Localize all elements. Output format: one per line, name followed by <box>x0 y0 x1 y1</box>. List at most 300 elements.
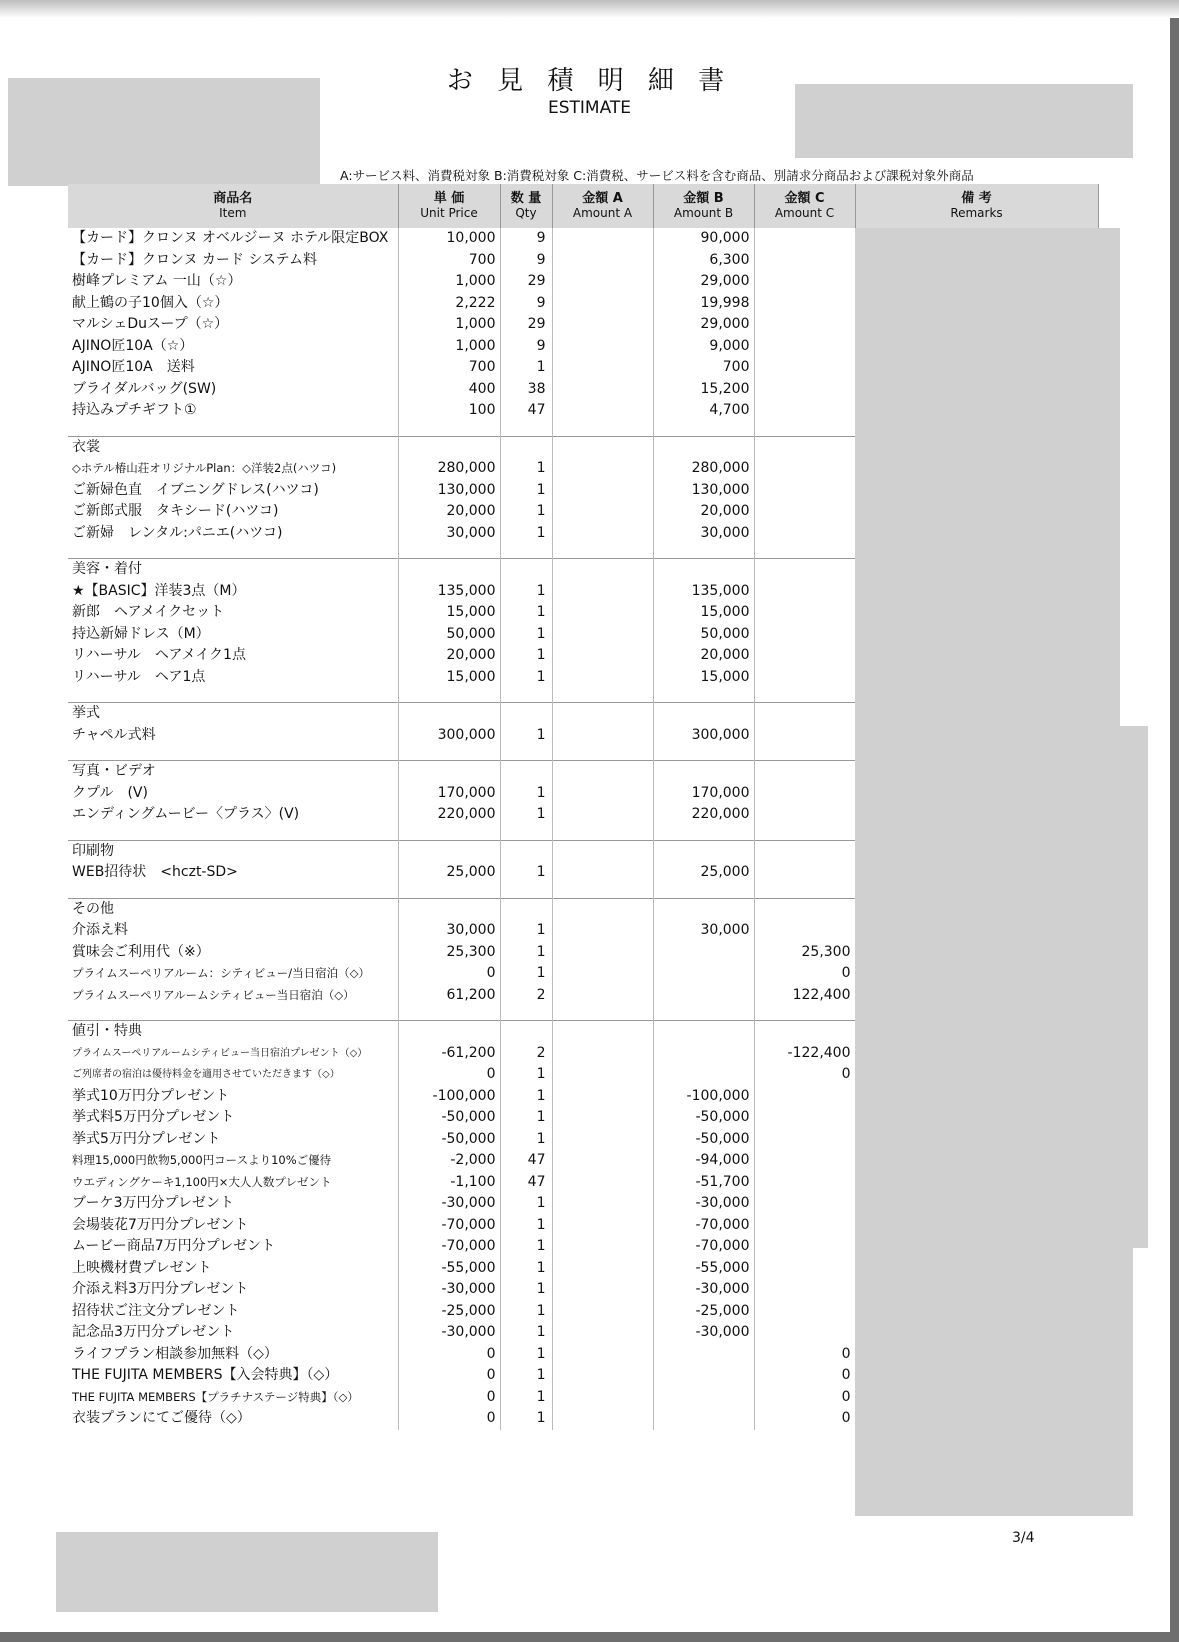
amount-b-cell: 170,000 <box>653 783 754 805</box>
section-empty-cell <box>500 761 552 783</box>
amount-c-cell <box>754 293 855 315</box>
amount-c-cell <box>754 1279 855 1301</box>
unit-price-cell: 0 <box>398 1408 500 1430</box>
qty-cell: 1 <box>500 1107 552 1129</box>
section-empty-cell <box>754 559 855 581</box>
item-name-cell: WEB招待状 <hczt-SD> <box>68 862 398 884</box>
amount-c-cell <box>754 1215 855 1237</box>
qty-cell: 38 <box>500 379 552 401</box>
amount-a-cell <box>552 667 653 689</box>
qty-cell: 1 <box>500 1322 552 1344</box>
amount-c-cell <box>754 1258 855 1280</box>
item-name-cell: 献上鶴の子10個入（☆） <box>68 293 398 315</box>
qty-cell: 1 <box>500 1365 552 1387</box>
item-name-cell: プライムスーペリアルーム：シティビュー/当日宿泊（◇） <box>68 963 398 985</box>
amount-c-cell: 0 <box>754 1064 855 1086</box>
item-name-cell: ブライダルバッグ(SW) <box>68 379 398 401</box>
header-amount-b: 金額 B Amount B <box>653 184 754 228</box>
unit-price-cell: -70,000 <box>398 1215 500 1237</box>
amount-c-cell <box>754 314 855 336</box>
spacer-cell <box>500 884 552 899</box>
spacer-cell <box>68 544 398 559</box>
document-title: お 見 積 明 細 書 <box>446 66 733 96</box>
unit-price-cell: 220,000 <box>398 804 500 826</box>
redacted-remarks-column <box>855 228 1120 726</box>
spacer-cell <box>552 884 653 899</box>
section-empty-cell <box>500 1021 552 1043</box>
amount-c-cell: 0 <box>754 1408 855 1430</box>
spacer-cell <box>68 688 398 703</box>
section-empty-cell <box>500 840 552 862</box>
amount-b-cell: -30,000 <box>653 1322 754 1344</box>
section-empty-cell <box>754 703 855 725</box>
unit-price-cell: -100,000 <box>398 1086 500 1108</box>
item-name-cell: マルシェDuスープ（☆） <box>68 314 398 336</box>
header-remarks: 備 考 Remarks <box>855 184 1098 228</box>
amount-a-cell <box>552 942 653 964</box>
section-empty-cell <box>653 898 754 920</box>
item-name-cell: THE FUJITA MEMBERS【プラチナステージ特典】（◇） <box>68 1387 398 1409</box>
spacer-cell <box>653 746 754 761</box>
amount-a-cell <box>552 271 653 293</box>
item-name-cell: ご新郎式服 タキシード(ハツコ) <box>68 501 398 523</box>
item-name-cell: 衣装プランにてご優待（◇） <box>68 1408 398 1430</box>
spacer-cell <box>552 746 653 761</box>
spacer-cell <box>754 826 855 841</box>
amount-c-cell: 0 <box>754 1344 855 1366</box>
amount-a-cell <box>552 862 653 884</box>
amount-b-cell: 30,000 <box>653 523 754 545</box>
amount-a-cell <box>552 293 653 315</box>
qty-cell: 1 <box>500 1387 552 1409</box>
amount-c-cell <box>754 1172 855 1194</box>
qty-cell: 9 <box>500 336 552 358</box>
spacer-cell <box>653 544 754 559</box>
amount-b-cell: 15,000 <box>653 667 754 689</box>
qty-cell: 1 <box>500 942 552 964</box>
section-empty-cell <box>552 703 653 725</box>
amount-c-cell <box>754 645 855 667</box>
item-name-cell: ウエディングケーキ1,100円×大人人数プレゼント <box>68 1172 398 1194</box>
section-empty-cell <box>500 898 552 920</box>
qty-cell: 1 <box>500 501 552 523</box>
amount-a-cell <box>552 1387 653 1409</box>
unit-price-cell: 100 <box>398 400 500 422</box>
spacer-cell <box>398 688 500 703</box>
item-name-cell: ご新婦 レンタル:パニエ(ハツコ) <box>68 523 398 545</box>
amount-a-cell <box>552 1301 653 1323</box>
unit-price-cell: -25,000 <box>398 1301 500 1323</box>
amount-c-cell <box>754 336 855 358</box>
section-empty-cell <box>552 1021 653 1043</box>
amount-a-cell <box>552 1086 653 1108</box>
item-name-cell: 招待状ご注文分プレゼント <box>68 1301 398 1323</box>
amount-a-cell <box>552 963 653 985</box>
amount-a-cell <box>552 1215 653 1237</box>
item-name-cell: 記念品3万円分プレゼント <box>68 1322 398 1344</box>
amount-a-cell <box>552 783 653 805</box>
spacer-cell <box>754 1006 855 1021</box>
spacer-cell <box>552 688 653 703</box>
amount-a-cell <box>552 1322 653 1344</box>
amount-a-cell <box>552 581 653 603</box>
item-name-cell: 持込新婦ドレス（M） <box>68 624 398 646</box>
unit-price-cell: 2,222 <box>398 293 500 315</box>
unit-price-cell: 0 <box>398 1365 500 1387</box>
qty-cell: 1 <box>500 357 552 379</box>
amount-c-cell: -122,400 <box>754 1043 855 1065</box>
item-name-cell: ブーケ3万円分プレゼント <box>68 1193 398 1215</box>
qty-cell: 1 <box>500 783 552 805</box>
amount-c-cell <box>754 602 855 624</box>
unit-price-cell: 30,000 <box>398 920 500 942</box>
amount-a-cell <box>552 804 653 826</box>
unit-price-cell: 1,000 <box>398 314 500 336</box>
amount-c-cell <box>754 228 855 250</box>
amount-b-cell: 700 <box>653 357 754 379</box>
amount-c-cell <box>754 1150 855 1172</box>
unit-price-cell: 170,000 <box>398 783 500 805</box>
amount-b-cell <box>653 1365 754 1387</box>
section-empty-cell <box>754 436 855 458</box>
item-name-cell: THE FUJITA MEMBERS【入会特典】（◇） <box>68 1365 398 1387</box>
spacer-cell <box>500 746 552 761</box>
qty-cell: 1 <box>500 602 552 624</box>
section-empty-cell <box>754 761 855 783</box>
amount-a-cell <box>552 1365 653 1387</box>
section-title: 挙式 <box>68 703 398 725</box>
amount-c-cell <box>754 1322 855 1344</box>
amount-b-cell: 20,000 <box>653 645 754 667</box>
item-name-cell: ★【BASIC】洋装3点（M） <box>68 581 398 603</box>
section-title: 印刷物 <box>68 840 398 862</box>
amount-c-cell <box>754 1301 855 1323</box>
qty-cell: 2 <box>500 985 552 1007</box>
amount-a-cell <box>552 1236 653 1258</box>
unit-price-cell: 280,000 <box>398 458 500 480</box>
qty-cell: 1 <box>500 1344 552 1366</box>
qty-cell: 1 <box>500 804 552 826</box>
amount-a-cell <box>552 1408 653 1430</box>
document-subtitle: ESTIMATE <box>547 98 632 118</box>
spacer-cell <box>500 826 552 841</box>
redacted-remarks-column-bottom <box>855 1248 1133 1516</box>
amount-a-cell <box>552 379 653 401</box>
qty-cell: 1 <box>500 725 552 747</box>
qty-cell: 1 <box>500 920 552 942</box>
section-empty-cell <box>754 840 855 862</box>
amount-a-cell <box>552 645 653 667</box>
amount-a-cell <box>552 458 653 480</box>
spacer-cell <box>68 1006 398 1021</box>
section-empty-cell <box>398 761 500 783</box>
scan-shadow <box>0 0 1179 18</box>
amount-b-cell: 29,000 <box>653 271 754 293</box>
amount-b-cell: 15,000 <box>653 602 754 624</box>
amount-b-cell: 280,000 <box>653 458 754 480</box>
qty-cell: 1 <box>500 1279 552 1301</box>
spacer-cell <box>500 422 552 437</box>
amount-c-cell <box>754 1193 855 1215</box>
amount-c-cell: 25,300 <box>754 942 855 964</box>
section-title: 美容・着付 <box>68 559 398 581</box>
unit-price-cell: 15,000 <box>398 667 500 689</box>
amount-c-cell <box>754 1107 855 1129</box>
qty-cell: 47 <box>500 400 552 422</box>
amount-c-cell <box>754 357 855 379</box>
amount-a-cell <box>552 1279 653 1301</box>
amount-b-cell <box>653 1408 754 1430</box>
item-name-cell: 樹峰プレミアム 一山（☆） <box>68 271 398 293</box>
qty-cell: 1 <box>500 667 552 689</box>
section-empty-cell <box>653 559 754 581</box>
qty-cell: 1 <box>500 1193 552 1215</box>
unit-price-cell: 0 <box>398 963 500 985</box>
qty-cell: 1 <box>500 1064 552 1086</box>
qty-cell: 47 <box>500 1172 552 1194</box>
amount-c-cell <box>754 501 855 523</box>
qty-cell: 29 <box>500 271 552 293</box>
qty-cell: 1 <box>500 458 552 480</box>
spacer-cell <box>552 544 653 559</box>
spacer-cell <box>754 544 855 559</box>
spacer-cell <box>398 544 500 559</box>
qty-cell: 1 <box>500 523 552 545</box>
amount-b-cell: 135,000 <box>653 581 754 603</box>
amount-b-cell: 4,700 <box>653 400 754 422</box>
amount-a-cell <box>552 523 653 545</box>
section-title: その他 <box>68 898 398 920</box>
header-unit-price: 単 価 Unit Price <box>398 184 500 228</box>
amount-c-cell: 0 <box>754 963 855 985</box>
amount-b-cell: 29,000 <box>653 314 754 336</box>
item-name-cell: AJINO匠10A 送料 <box>68 357 398 379</box>
item-name-cell: 挙式料5万円分プレゼント <box>68 1107 398 1129</box>
unit-price-cell: 0 <box>398 1064 500 1086</box>
unit-price-cell: 1,000 <box>398 271 500 293</box>
unit-price-cell: 15,000 <box>398 602 500 624</box>
item-name-cell: ムービー商品7万円分プレゼント <box>68 1236 398 1258</box>
amount-c-cell <box>754 667 855 689</box>
amount-a-cell <box>552 1064 653 1086</box>
spacer-cell <box>398 826 500 841</box>
spacer-cell <box>653 826 754 841</box>
item-name-cell: 料理15,000円飲物5,000円コースより10%ご優待 <box>68 1150 398 1172</box>
amount-a-cell <box>552 1193 653 1215</box>
amount-c-cell <box>754 1086 855 1108</box>
amount-c-cell <box>754 480 855 502</box>
amount-b-cell: 9,000 <box>653 336 754 358</box>
spacer-cell <box>398 422 500 437</box>
qty-cell: 1 <box>500 963 552 985</box>
section-empty-cell <box>653 840 754 862</box>
amount-a-cell <box>552 1150 653 1172</box>
unit-price-cell: 300,000 <box>398 725 500 747</box>
section-empty-cell <box>398 840 500 862</box>
amount-b-cell: -30,000 <box>653 1279 754 1301</box>
spacer-cell <box>500 688 552 703</box>
spacer-cell <box>552 422 653 437</box>
unit-price-cell: -1,100 <box>398 1172 500 1194</box>
item-name-cell: 新郎 ヘアメイクセット <box>68 602 398 624</box>
section-title: 値引・特典 <box>68 1021 398 1043</box>
item-name-cell: 挙式10万円分プレゼント <box>68 1086 398 1108</box>
redacted-block-bottom-left <box>56 1532 438 1612</box>
qty-cell: 1 <box>500 645 552 667</box>
unit-price-cell: -70,000 <box>398 1236 500 1258</box>
item-name-cell: ご新婦色直 イブニングドレス(ハツコ) <box>68 480 398 502</box>
unit-price-cell: -2,000 <box>398 1150 500 1172</box>
qty-cell: 1 <box>500 1408 552 1430</box>
amount-b-cell: -100,000 <box>653 1086 754 1108</box>
spacer-cell <box>653 1006 754 1021</box>
section-empty-cell <box>398 436 500 458</box>
section-empty-cell <box>552 898 653 920</box>
amount-c-cell <box>754 379 855 401</box>
item-name-cell: リハーサル ヘア1点 <box>68 667 398 689</box>
qty-cell: 9 <box>500 228 552 250</box>
amount-b-cell: 19,998 <box>653 293 754 315</box>
qty-cell: 1 <box>500 624 552 646</box>
qty-cell: 1 <box>500 1215 552 1237</box>
amount-b-cell: 20,000 <box>653 501 754 523</box>
qty-cell: 1 <box>500 480 552 502</box>
amount-b-cell: -70,000 <box>653 1236 754 1258</box>
amount-c-cell <box>754 862 855 884</box>
amount-c-cell <box>754 581 855 603</box>
qty-cell: 1 <box>500 1236 552 1258</box>
amount-c-cell: 0 <box>754 1387 855 1409</box>
qty-cell: 1 <box>500 1129 552 1151</box>
amount-b-cell: -94,000 <box>653 1150 754 1172</box>
amount-c-cell <box>754 523 855 545</box>
amount-b-cell <box>653 1344 754 1366</box>
item-name-cell: チャペル式料 <box>68 725 398 747</box>
item-name-cell: ご列席者の宿泊は優待料金を適用させていただきます（◇） <box>68 1064 398 1086</box>
amount-b-cell: 90,000 <box>653 228 754 250</box>
item-name-cell: 介添え料3万円分プレゼント <box>68 1279 398 1301</box>
item-name-cell: 賞味会ご利用代（※） <box>68 942 398 964</box>
redacted-remarks-column-lower <box>855 726 1148 1248</box>
unit-price-cell: 20,000 <box>398 645 500 667</box>
amount-b-cell: -30,000 <box>653 1193 754 1215</box>
amount-a-cell <box>552 250 653 272</box>
qty-cell: 1 <box>500 1301 552 1323</box>
header-amount-c: 金額 C Amount C <box>754 184 855 228</box>
qty-cell: 47 <box>500 1150 552 1172</box>
item-name-cell: AJINO匠10A（☆） <box>68 336 398 358</box>
section-empty-cell <box>500 703 552 725</box>
qty-cell: 1 <box>500 1086 552 1108</box>
amount-c-cell: 0 <box>754 1365 855 1387</box>
amount-b-cell <box>653 942 754 964</box>
item-name-cell: 介添え料 <box>68 920 398 942</box>
spacer-cell <box>68 746 398 761</box>
spacer-cell <box>552 1006 653 1021</box>
amount-b-cell: 15,200 <box>653 379 754 401</box>
amount-b-cell: 300,000 <box>653 725 754 747</box>
section-empty-cell <box>552 761 653 783</box>
amount-a-cell <box>552 602 653 624</box>
qty-cell: 9 <box>500 250 552 272</box>
amount-b-cell <box>653 963 754 985</box>
amount-b-cell: 25,000 <box>653 862 754 884</box>
amount-c-cell <box>754 458 855 480</box>
header-amount-a: 金額 A Amount A <box>552 184 653 228</box>
amount-a-cell <box>552 725 653 747</box>
amount-c-cell <box>754 400 855 422</box>
amount-c-cell <box>754 920 855 942</box>
amount-b-cell: 6,300 <box>653 250 754 272</box>
unit-price-cell: 400 <box>398 379 500 401</box>
amount-b-cell: -51,700 <box>653 1172 754 1194</box>
amount-c-cell <box>754 804 855 826</box>
section-empty-cell <box>398 898 500 920</box>
unit-price-cell: 10,000 <box>398 228 500 250</box>
spacer-cell <box>653 422 754 437</box>
amount-legend: A:サービス料、消費税対象 B:消費税対象 C:消費税、サービス料を含む商品、別請求分商品および課税対象外商品 <box>340 168 974 183</box>
section-empty-cell <box>552 840 653 862</box>
amount-b-cell: 50,000 <box>653 624 754 646</box>
spacer-cell <box>754 746 855 761</box>
unit-price-cell: 0 <box>398 1344 500 1366</box>
unit-price-cell: 25,000 <box>398 862 500 884</box>
amount-c-cell <box>754 1236 855 1258</box>
section-empty-cell <box>653 1021 754 1043</box>
page-number: 3/4 <box>1012 1530 1035 1546</box>
qty-cell: 1 <box>500 862 552 884</box>
section-empty-cell <box>754 1021 855 1043</box>
spacer-cell <box>653 688 754 703</box>
qty-cell: 2 <box>500 1043 552 1065</box>
unit-price-cell: 1,000 <box>398 336 500 358</box>
header-qty: 数 量 Qty <box>500 184 552 228</box>
section-title: 写真・ビデオ <box>68 761 398 783</box>
amount-b-cell <box>653 1064 754 1086</box>
table-header <box>68 184 1098 228</box>
item-name-cell: 【カード】クロンヌ カード システム料 <box>68 250 398 272</box>
amount-a-cell <box>552 228 653 250</box>
amount-a-cell <box>552 1172 653 1194</box>
amount-a-cell <box>552 1344 653 1366</box>
amount-a-cell <box>552 985 653 1007</box>
spacer-cell <box>754 884 855 899</box>
section-empty-cell <box>653 436 754 458</box>
unit-price-cell: 50,000 <box>398 624 500 646</box>
section-empty-cell <box>398 559 500 581</box>
item-name-cell: クプル (V) <box>68 783 398 805</box>
amount-b-cell: 130,000 <box>653 480 754 502</box>
amount-c-cell <box>754 783 855 805</box>
qty-cell: 29 <box>500 314 552 336</box>
unit-price-cell: 0 <box>398 1387 500 1409</box>
section-title: 衣裳 <box>68 436 398 458</box>
qty-cell: 1 <box>500 1258 552 1280</box>
spacer-cell <box>68 422 398 437</box>
amount-a-cell <box>552 1129 653 1151</box>
unit-price-cell: 25,300 <box>398 942 500 964</box>
amount-a-cell <box>552 400 653 422</box>
amount-b-cell: -70,000 <box>653 1215 754 1237</box>
amount-c-cell <box>754 725 855 747</box>
spacer-cell <box>398 884 500 899</box>
unit-price-cell: 130,000 <box>398 480 500 502</box>
spacer-cell <box>552 826 653 841</box>
spacer-cell <box>653 884 754 899</box>
amount-c-cell <box>754 271 855 293</box>
spacer-cell <box>68 884 398 899</box>
amount-c-cell <box>754 250 855 272</box>
